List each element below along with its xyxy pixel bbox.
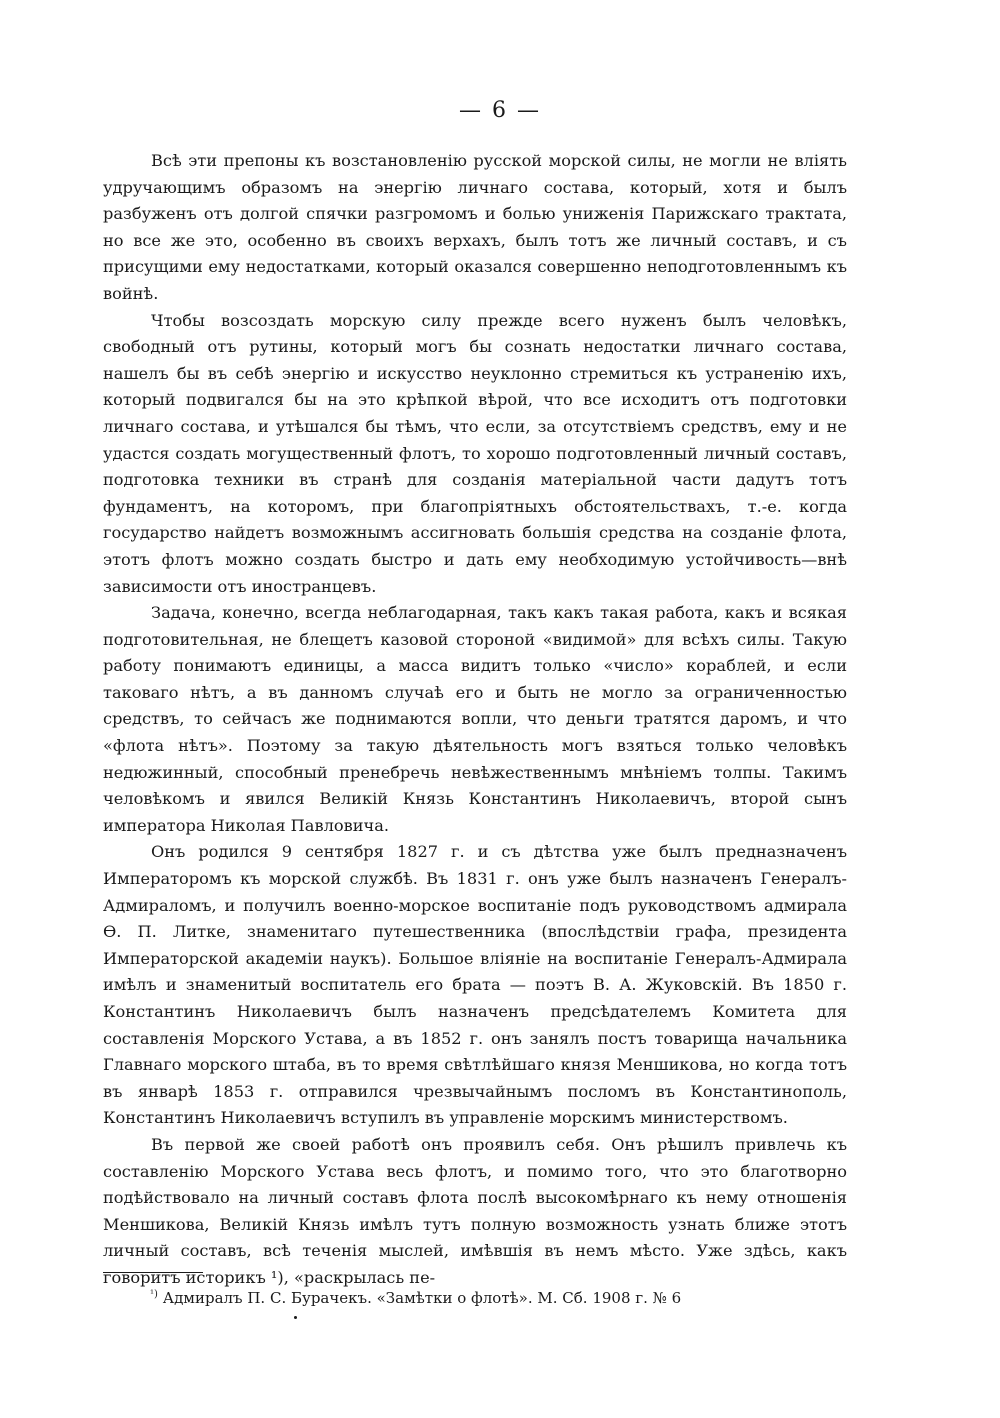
page-number: — 6 — [459, 98, 541, 123]
paragraph: Онъ родился 9 сентября 1827 г. и съ дѣтства уже былъ предназначенъ Императоромъ къ морской службѣ. Въ 1831 г. онъ уже былъ назначенъ Генералъ-Адмираломъ, и получилъ военно-морское воспитаніе подъ руководствомъ адмирала Ѳ. П. Литке, знаменитаго путешественника (впослѣдствіи графа, президента Императорской академіи наукъ). Большое вліяніе на воспитаніе Генералъ-Адмирала имѣлъ и знаменитый воспитатель его брата — поэтъ В. А. Жуковскій. Въ 1850 г. Константинъ Николаевичъ былъ назначенъ предсѣдателемъ Комитета для составленія Морского Устава, а въ 1852 г. онъ занялъ постъ товарища начальника Главнаго морского штаба, въ то время свѣтлѣйшаго князя Меншикова, но когда тотъ въ январѣ 1853 г. отправился чрезвычайнымъ посломъ въ Константинополь, Константинъ Николаевичъ вступилъ въ управленіе морскимъ министерствомъ. [103, 842, 847, 1128]
footnote-marker: ¹) [150, 1289, 158, 1300]
paragraph: Въ первой же своей работѣ онъ проявилъ себя. Онъ рѣшилъ привлечь къ составленію Морского Устава весь флотъ, и помимо того, что это благотворно подѣйствовало на личный составъ флота послѣ высокомѣрнаго къ нему отношенія Меншикова, Великій Князь имѣлъ тутъ полную возможность узнать ближе этотъ личный составъ, всѣ теченія мыслей, имѣвшія въ немъ мѣсто. Уже здѣсь, какъ говоритъ историкъ ¹), «раскрылась пе- [103, 1134, 847, 1287]
footnote [150, 1284, 850, 1309]
paragraph: Чтобы возсоздать морскую силу прежде всего нуженъ былъ человѣкъ, свободный отъ рутины, который могъ бы сознать недостатки личнаго состава, нашелъ бы въ себѣ энергію и искусство неуклонно стремиться къ устраненію ихъ, который подвигался бы на это крѣпкой вѣрой, что все исходитъ отъ подготовки личнаго состава, и утѣшался бы тѣмъ, что если, за отсутствіемъ средствъ, ему и не удастся создать могущественный флотъ, то хорошо подготовленный личный составъ, подготовка техники въ странѣ для созданія матеріальной части дадутъ тотъ фундаментъ, на которомъ, при благопріятныхъ обстоятельствахъ, т.-е. когда государство найдетъ возможнымъ ассигновать большія средства на созданіе флота, этотъ флотъ можно создать быстро и дать ему необходимую устойчивость—внѣ зависимости отъ иностранцевъ. [103, 310, 847, 596]
body-text [103, 148, 847, 1292]
print-dot [294, 1316, 297, 1319]
footnote-divider [103, 1272, 203, 1273]
footnote-text: Адмиралъ П. С. Бурачекъ. «Замѣтки о флотѣ». М. Сб. 1908 г. № 6 [162, 1289, 682, 1307]
paragraph: Всѣ эти препоны къ возстановленію русской морской силы, не могли не вліять удручающимъ образомъ на энергію личнаго состава, который, хотя и былъ разбуженъ отъ долгой спячки разгромомъ и болью униженія Парижскаго трактата, но все же это, особенно въ своихъ верхахъ, былъ тотъ же личный составъ, и съ присущими ему недостатками, который оказался совершенно неподготовленнымъ къ войнѣ. [103, 151, 847, 303]
paragraph: Задача, конечно, всегда неблагодарная, такъ какъ такая работа, какъ и всякая подготовительная, не блещетъ казовой стороной «видимой» для всѣхъ силы. Такую работу понимаютъ единицы, а масса видитъ только «число» кораблей, и если таковаго нѣтъ, а въ данномъ случаѣ его и быть не могло за ограниченностью средствъ, то сейчасъ же поднимаются вопли, что деньги тратятся даромъ, и что «флота нѣтъ». Поэтому за такую дѣятельность могъ взяться только человѣкъ недюжинный, способный пренебречь невѣжественнымъ мнѣніемъ толпы. Такимъ человѣкомъ и явился Великій Князь Константинъ Николаевичъ, второй сынъ императора Николая Павловича. [103, 603, 847, 835]
